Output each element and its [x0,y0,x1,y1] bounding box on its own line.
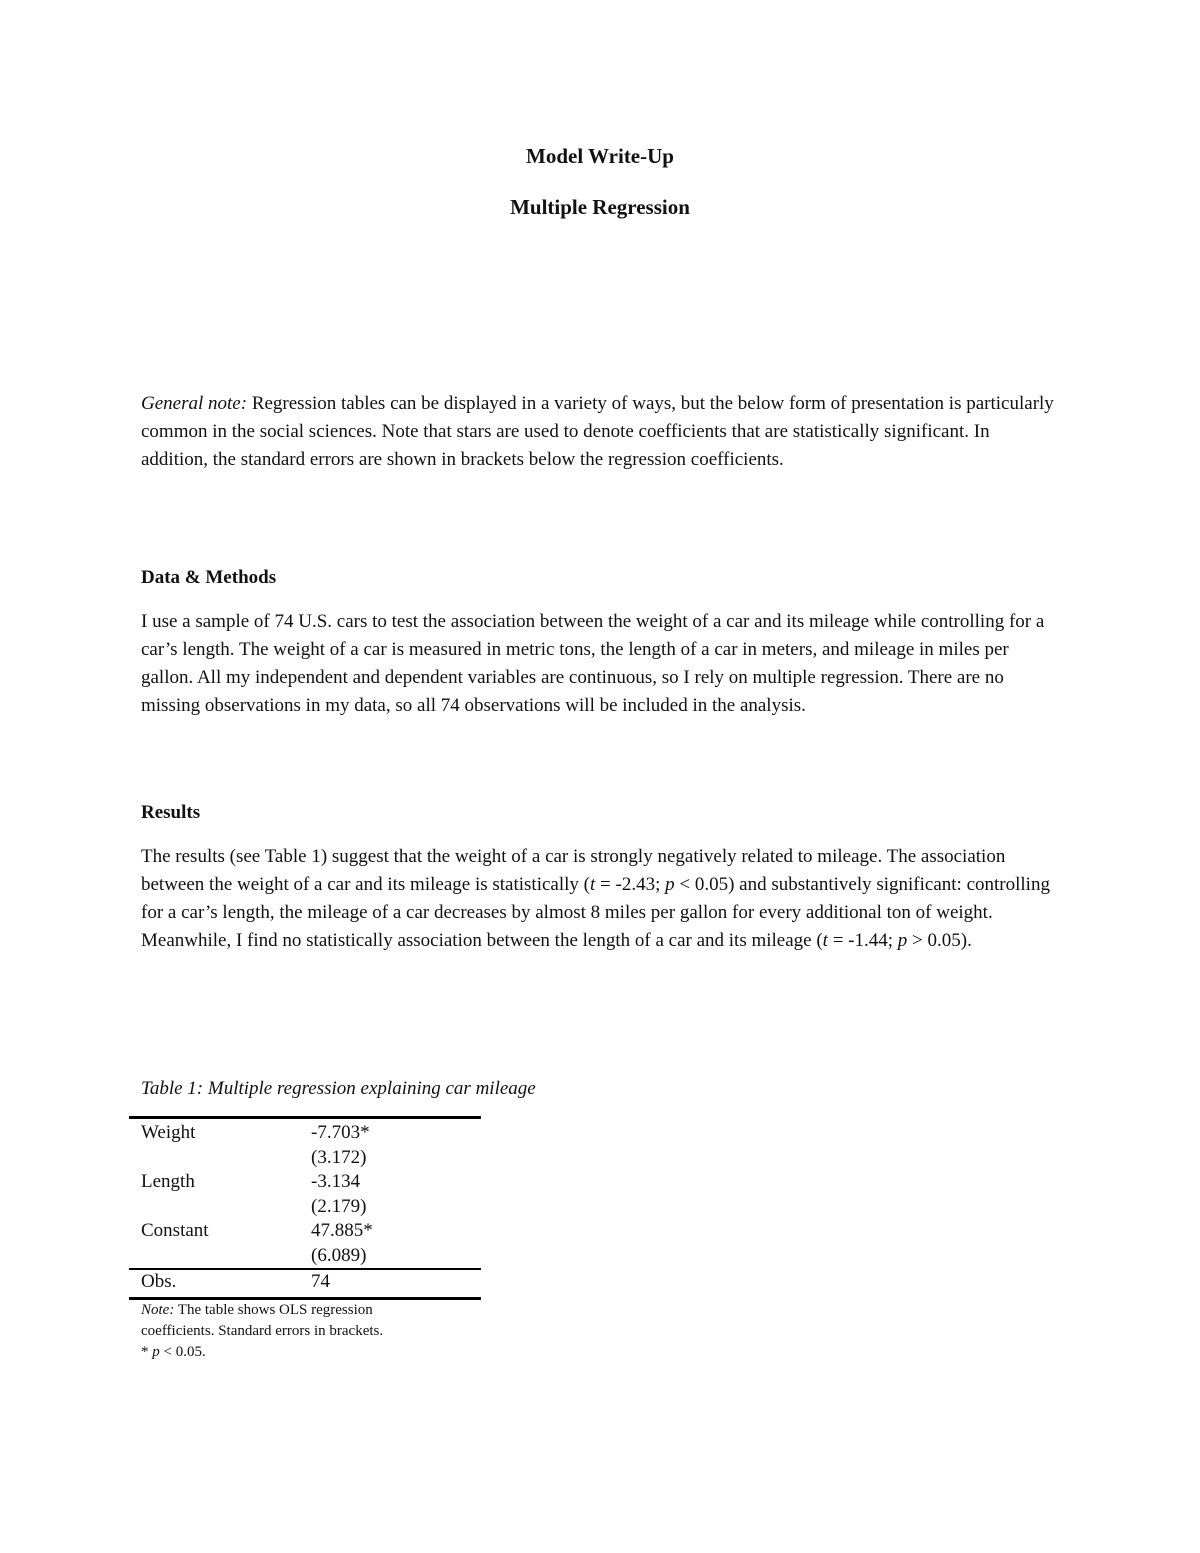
se-weight: (3.172) [311,1146,367,1168]
regression-table [129,1116,481,1300]
table-note-text: The table shows OLS regression coefficients. Standard errors in brackets. [141,1302,384,1339]
table-caption: Table 1: Multiple regression explaining car mileage [141,1078,536,1099]
data-methods-heading: Data & Methods [141,567,277,588]
document-title: Model Write-Up [526,144,674,168]
document-subtitle: Multiple Regression [510,195,690,219]
general-note-text: Regression tables can be displayed in a variety of ways, but the below form of presentation is particularly common in the social sciences. Note that stars are used to denote coefficients that are statistically significant. In addition, the standard errors are shown in brackets below the regression coefficients. [141,393,1054,470]
coef-length: -3.134 [311,1171,361,1192]
row-label-length: Length [141,1171,195,1192]
se-length: (2.179) [311,1195,367,1217]
row-label-weight: Weight [129,1118,299,1146]
t-symbol-2: t [822,930,828,951]
row-label-constant: Constant [141,1220,209,1241]
sig-p: p [152,1344,160,1360]
obs-value: 74 [299,1269,481,1299]
coef-constant: 47.885* [311,1220,373,1241]
table-row-obs [129,1269,481,1299]
sig-star: * [141,1344,153,1360]
results-seg5: > 0.05). [907,930,972,951]
table-row [129,1195,481,1220]
table-note [141,1300,441,1363]
table-row [129,1118,481,1146]
t-symbol: t [590,874,596,895]
results-seg4: = -1.44; [827,930,898,951]
results-seg2: = -2.43; [595,874,666,895]
p-symbol: p [665,874,675,895]
table-row [129,1170,481,1195]
table-row [129,1219,481,1244]
p-symbol-2: p [897,930,908,951]
results-heading: Results [141,802,201,823]
sig-rest: < 0.05. [159,1344,206,1360]
table-row [129,1146,481,1171]
obs-label: Obs. [129,1269,299,1299]
results-seg3: < 0.05) and substantively significant: controlling for a car’s length, the mileage of a car decreases by almost 8 miles per gallon for every additional ton of weight. Meanwhile, I find no statistically association between the length of a car and its mileage ( [141,874,1050,951]
table-note-label: Note: [141,1302,175,1318]
general-note-paragraph [141,390,1061,474]
se-constant: (6.089) [311,1244,367,1266]
data-methods-paragraph: I use a sample of 74 U.S. cars to test the association between the weight of a car and its mileage while controlling for a car’s length. The weight of a car is measured in metric tons, the length of a car in meters, and mileage in miles per gallon. All my independent and dependent variables are continuous, so I rely on multiple regression. There are no missing observations in my data, so all 74 observations will be included in the analysis. [141,611,1045,716]
table-row [129,1244,481,1270]
results-seg1: The results (see Table 1) suggest that the weight of a car is strongly negatively related to mileage. The association between the weight of a car and its mileage is statistically ( [141,846,1006,895]
results-paragraph [141,843,1061,955]
general-note-label: General note: [141,393,248,414]
coef-weight: -7.703* [299,1118,481,1146]
